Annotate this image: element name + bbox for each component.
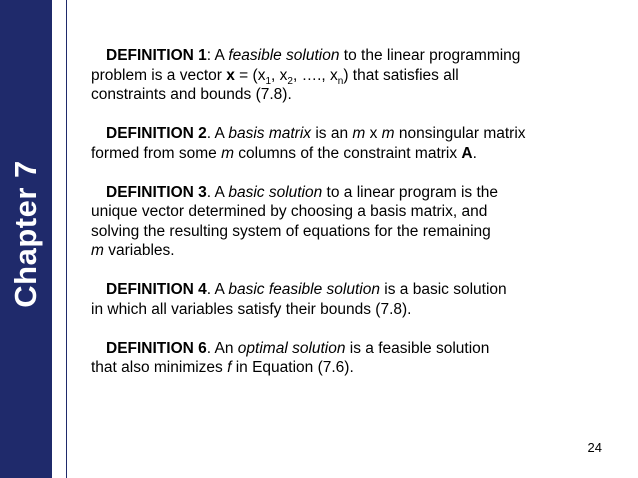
variable-m: m [91,242,104,259]
definition-2-line-1 [91,124,591,144]
text-run: , …., x [292,66,338,84]
text-run: columns of the constraint matrix [233,144,462,162]
definition-3-line-2: unique vector determined by choosing a basis matrix, and [91,203,488,220]
definition-3-line-1 [91,183,591,203]
text-run: to the linear programming [339,47,521,64]
text-run: is a basic solution [379,281,507,298]
matrix-a: A [461,144,473,162]
page-number: 24 [587,440,602,455]
definition-2-label: DEFINITION 2 [106,125,207,142]
definition-3-line-3: solving the resulting system of equations for the remaining [91,222,491,240]
definition-3 [91,183,591,261]
term-optimal-solution: optimal solution [237,339,346,357]
text-run: is a feasible solution [345,339,490,357]
definition-3-label: DEFINITION 3 [106,183,207,201]
vector-x: x [226,66,235,84]
sidebar-divider [66,0,67,478]
definition-1-label: DEFINITION 1 [106,47,207,64]
text-run: . A [206,183,229,201]
variable-f: f [227,359,232,376]
term-basic-feasible-solution: basic feasible solution [228,281,380,298]
variable-m: m [352,125,366,142]
definition-1 [91,46,591,105]
text-run: is an [311,125,353,142]
definition-4-line-2: in which all variables satisfy their bounds (7.8). [91,300,412,318]
definition-1-line-3: constraints and bounds (7.8). [91,86,292,103]
variable-m: m [221,144,234,162]
text-run: nonsingular matrix [394,125,526,142]
text-run: that also minimizes [91,359,228,376]
subscript: 1 [265,75,272,87]
variable-m: m [381,125,395,142]
definition-2-line-2 [91,144,591,164]
text-run: : A [206,47,229,64]
text-run: . A [206,125,229,142]
text-run: problem is a vector [91,66,227,84]
definition-6-line-2 [91,358,591,378]
definition-1-line-2 [91,66,591,86]
term-feasible-solution: feasible solution [228,47,340,64]
text-run: in Equation (7.6). [231,359,354,376]
definition-3-line-4 [91,241,591,261]
subscript: n [337,75,344,87]
text-run: ) that satisfies all [343,66,459,84]
text-run: . A [206,281,229,298]
text-run: x [365,125,382,142]
text-run: , x [271,66,288,84]
definition-4-line-1 [91,280,591,300]
text-run: . [472,144,477,162]
chapter-label: Chapter 7 [8,160,43,308]
definition-6-line-1 [91,339,591,359]
chapter-sidebar [0,0,52,478]
text-run: . An [206,339,238,357]
definition-4-label: DEFINITION 4 [106,281,207,298]
text-run: formed from some [91,144,222,162]
definition-1-line-1 [91,46,591,66]
definition-6 [91,339,591,378]
definition-6-label: DEFINITION 6 [106,339,207,357]
text-run: to a linear program is the [322,183,499,201]
term-basic-solution: basic solution [228,183,323,201]
definition-4 [91,280,591,319]
term-basis-matrix: basis matrix [228,125,312,142]
definition-2 [91,124,591,163]
subscript: 2 [287,75,293,87]
text-run: variables. [103,242,175,259]
text-run: = (x [234,66,266,84]
definitions-content [91,46,591,397]
